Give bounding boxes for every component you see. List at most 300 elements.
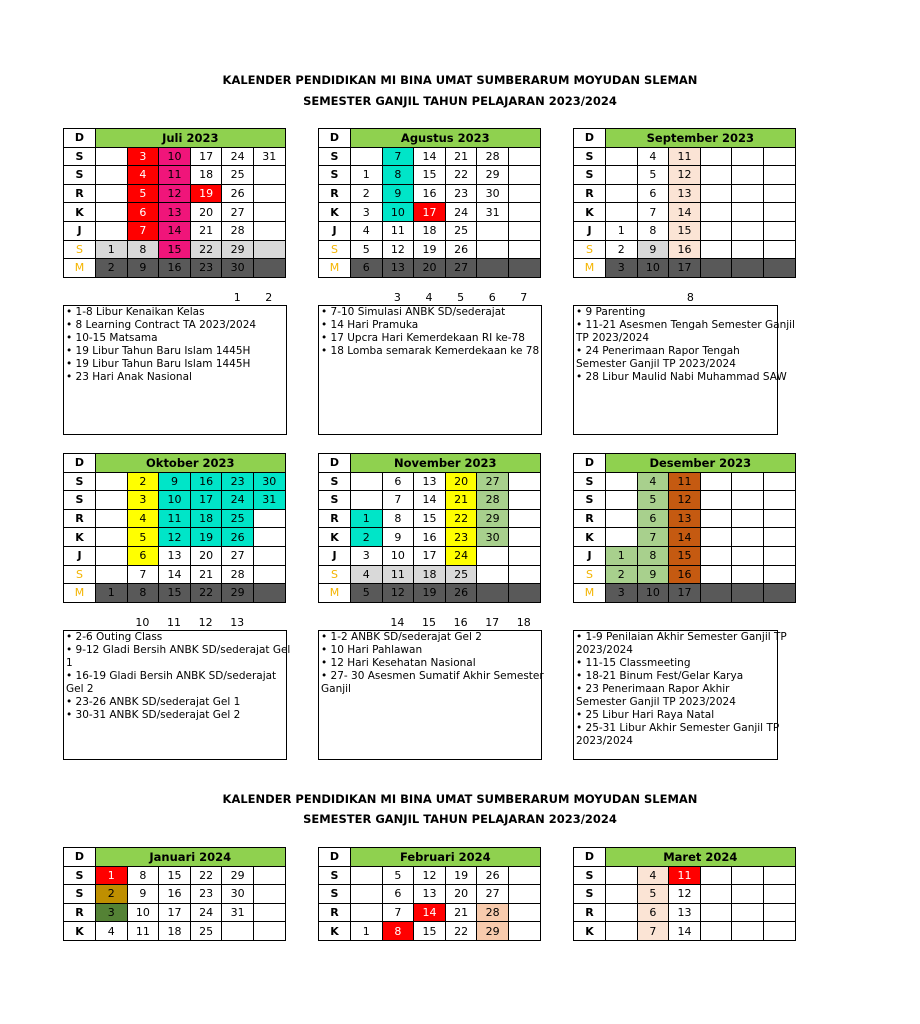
date-cell: 9	[159, 472, 191, 491]
note-item: • 1-2 ANBK SD/sederajat Gel 2	[321, 631, 482, 643]
date-cell: 7	[637, 922, 669, 941]
date-cell: 2	[606, 565, 638, 584]
date-cell	[700, 184, 732, 203]
date-cell: 13	[159, 546, 191, 565]
date-cell: 13	[159, 203, 191, 222]
date-cell	[508, 903, 540, 922]
day-label: R	[319, 184, 351, 203]
date-cell: 14	[159, 565, 191, 584]
date-cell	[253, 565, 285, 584]
date-cell: 6	[637, 903, 669, 922]
day-label: M	[64, 584, 96, 603]
date-cell	[763, 184, 795, 203]
date-cell	[606, 203, 638, 222]
date-cell: 13	[382, 259, 414, 278]
date-cell	[253, 203, 285, 222]
date-cell: 30	[477, 528, 509, 547]
day-label: S	[64, 166, 96, 185]
note-item: • 18-21 Binum Fest/Gelar Karya	[576, 670, 744, 682]
date-cell	[606, 509, 638, 528]
note-item: • 10-15 Matsama	[66, 332, 158, 344]
date-cell	[763, 259, 795, 278]
date-cell: 4	[351, 565, 383, 584]
date-cell: 12	[669, 166, 701, 185]
week-number: 16	[453, 616, 468, 629]
note-item: Semester Ganjil TP 2023/2024	[576, 358, 736, 370]
note-item: • 1-8 Libur Kenaikan Kelas	[66, 306, 205, 318]
date-cell: 24	[445, 203, 477, 222]
date-cell: 15	[414, 509, 446, 528]
day-label: S	[64, 491, 96, 510]
date-cell: 18	[414, 221, 446, 240]
date-cell: 9	[127, 885, 159, 904]
date-cell: 23	[222, 472, 254, 491]
date-cell: 8	[127, 240, 159, 259]
date-cell: 11	[159, 509, 191, 528]
date-cell	[253, 221, 285, 240]
day-label: K	[64, 922, 96, 941]
calendar-title-1: KALENDER PENDIDIKAN MI BINA UMAT SUMBERARUM MOYUDAN SLEMAN	[222, 73, 698, 87]
week-number: 15	[422, 616, 436, 629]
date-cell	[508, 221, 540, 240]
date-cell	[508, 922, 540, 941]
day-label: M	[574, 259, 606, 278]
day-label: M	[574, 584, 606, 603]
day-label: S	[319, 866, 351, 885]
date-cell: 21	[445, 903, 477, 922]
day-label: J	[319, 546, 351, 565]
day-label: S	[319, 240, 351, 259]
note-item: • 2-6 Outing Class	[66, 631, 163, 643]
date-cell: 25	[445, 221, 477, 240]
date-cell	[763, 922, 795, 941]
date-cell: 18	[159, 922, 191, 941]
day-label: S	[574, 472, 606, 491]
notes-box	[318, 305, 542, 435]
date-cell	[700, 584, 732, 603]
date-cell: 27	[477, 472, 509, 491]
date-cell: 7	[637, 528, 669, 547]
date-cell: 7	[382, 491, 414, 510]
month-5	[573, 453, 768, 603]
date-cell	[763, 866, 795, 885]
day-label: S	[574, 240, 606, 259]
date-cell	[732, 147, 764, 166]
date-cell	[606, 491, 638, 510]
date-cell: 27	[222, 546, 254, 565]
date-cell: 11	[669, 472, 701, 491]
date-cell: 18	[190, 166, 222, 185]
date-cell: 24	[445, 546, 477, 565]
date-cell	[96, 546, 128, 565]
day-label: K	[64, 528, 96, 547]
note-item: • 18 Lomba semarak Kemerdekaan ke 78	[321, 345, 540, 357]
date-cell: 29	[477, 509, 509, 528]
date-cell: 27	[222, 203, 254, 222]
date-cell: 5	[127, 184, 159, 203]
date-cell: 24	[190, 903, 222, 922]
date-cell: 22	[190, 866, 222, 885]
date-cell: 12	[669, 885, 701, 904]
date-cell: 20	[414, 259, 446, 278]
day-label: S	[319, 491, 351, 510]
date-cell: 6	[382, 885, 414, 904]
date-cell: 17	[414, 546, 446, 565]
day-label: S	[574, 866, 606, 885]
corner-label: D	[319, 129, 351, 148]
date-cell	[477, 240, 509, 259]
date-cell: 12	[669, 491, 701, 510]
date-cell: 15	[414, 166, 446, 185]
date-cell	[508, 885, 540, 904]
note-item: • 9 Parenting	[576, 306, 646, 318]
date-cell: 10	[159, 491, 191, 510]
date-cell	[763, 147, 795, 166]
date-cell: 28	[222, 565, 254, 584]
note-item: 1	[66, 657, 73, 669]
note-item: • 28 Libur Maulid Nabi Muhammad SAW	[576, 371, 787, 383]
date-cell: 29	[477, 922, 509, 941]
date-cell: 14	[669, 528, 701, 547]
date-cell	[763, 240, 795, 259]
date-cell: 9	[127, 259, 159, 278]
date-cell	[763, 221, 795, 240]
date-cell: 5	[351, 240, 383, 259]
date-cell	[477, 259, 509, 278]
date-cell: 9	[637, 565, 669, 584]
date-cell: 22	[445, 922, 477, 941]
date-cell: 27	[445, 259, 477, 278]
day-label: R	[574, 509, 606, 528]
date-cell	[96, 509, 128, 528]
date-cell: 6	[637, 184, 669, 203]
corner-label: D	[64, 454, 96, 473]
note-item: Ganjil	[321, 683, 351, 695]
month-name: Maret 2024	[606, 848, 796, 867]
date-cell: 14	[159, 221, 191, 240]
date-cell	[732, 866, 764, 885]
date-cell: 13	[414, 472, 446, 491]
date-cell	[96, 184, 128, 203]
date-cell	[96, 472, 128, 491]
day-label: S	[64, 885, 96, 904]
date-cell: 8	[382, 922, 414, 941]
week-number: 17	[485, 616, 500, 629]
note-item: TP 2023/2024	[576, 332, 650, 344]
date-cell	[606, 922, 638, 941]
date-cell	[700, 240, 732, 259]
date-cell: 3	[606, 259, 638, 278]
date-cell: 8	[637, 546, 669, 565]
date-cell	[253, 528, 285, 547]
date-cell	[732, 528, 764, 547]
note-item: • 11-21 Asesmen Tengah Semester Ganjil	[576, 319, 795, 331]
date-cell: 3	[351, 203, 383, 222]
week-number: 4	[425, 291, 433, 304]
date-cell: 11	[669, 147, 701, 166]
day-label: J	[319, 221, 351, 240]
day-label: M	[319, 259, 351, 278]
note-item: • 16-19 Gladi Bersih ANBK SD/sederajat	[66, 670, 277, 682]
date-cell	[700, 546, 732, 565]
date-cell: 23	[190, 259, 222, 278]
date-cell: 11	[382, 221, 414, 240]
date-cell: 12	[414, 866, 446, 885]
date-cell	[763, 491, 795, 510]
day-label: R	[64, 509, 96, 528]
date-cell: 26	[445, 240, 477, 259]
corner-label: D	[64, 848, 96, 867]
day-label: J	[574, 546, 606, 565]
date-cell: 4	[637, 147, 669, 166]
date-cell	[606, 903, 638, 922]
day-label: S	[319, 147, 351, 166]
note-item: • 10 Hari Pahlawan	[321, 644, 423, 656]
day-label: R	[319, 903, 351, 922]
date-cell: 9	[637, 240, 669, 259]
date-cell: 14	[414, 491, 446, 510]
date-cell: 21	[190, 565, 222, 584]
date-cell	[351, 491, 383, 510]
date-cell: 1	[96, 866, 128, 885]
week-number: 14	[390, 616, 405, 629]
date-cell: 16	[159, 885, 191, 904]
date-cell: 26	[477, 866, 509, 885]
month-7	[318, 847, 540, 941]
date-cell	[253, 903, 285, 922]
date-cell: 3	[127, 147, 159, 166]
note-item: • 30-31 ANBK SD/sederajat Gel 2	[66, 709, 241, 721]
date-cell	[253, 885, 285, 904]
date-cell: 11	[127, 922, 159, 941]
date-cell	[508, 472, 540, 491]
date-cell	[253, 184, 285, 203]
date-cell: 15	[159, 240, 191, 259]
week-number: 1	[233, 291, 241, 304]
date-cell	[351, 866, 383, 885]
date-cell	[732, 546, 764, 565]
date-cell	[700, 903, 732, 922]
date-cell: 8	[127, 584, 159, 603]
day-label: K	[574, 203, 606, 222]
date-cell: 12	[159, 184, 191, 203]
date-cell	[732, 259, 764, 278]
date-cell: 2	[606, 240, 638, 259]
corner-label: D	[574, 129, 606, 148]
date-cell: 13	[669, 184, 701, 203]
date-cell: 3	[127, 491, 159, 510]
date-cell	[253, 509, 285, 528]
date-cell: 15	[414, 922, 446, 941]
date-cell: 15	[669, 221, 701, 240]
date-cell	[508, 259, 540, 278]
date-cell: 24	[222, 147, 254, 166]
note-item: • 1-9 Penilaian Akhir Semester Ganjil TP	[576, 631, 787, 643]
date-cell	[96, 221, 128, 240]
date-cell: 21	[445, 147, 477, 166]
date-cell: 29	[222, 866, 254, 885]
week-number: 8	[686, 291, 694, 304]
date-cell: 1	[606, 546, 638, 565]
date-cell: 23	[445, 184, 477, 203]
date-cell	[508, 166, 540, 185]
date-cell: 28	[477, 903, 509, 922]
date-cell: 31	[477, 203, 509, 222]
date-cell: 17	[414, 203, 446, 222]
day-label: K	[64, 203, 96, 222]
date-cell: 11	[159, 166, 191, 185]
date-cell: 22	[190, 584, 222, 603]
week-number: 10	[135, 616, 150, 629]
month-1	[318, 128, 540, 278]
date-cell: 29	[477, 166, 509, 185]
date-cell: 12	[382, 584, 414, 603]
day-label: S	[574, 166, 606, 185]
week-number: 2	[265, 291, 273, 304]
date-cell: 13	[414, 885, 446, 904]
date-cell: 16	[190, 472, 222, 491]
date-cell: 30	[477, 184, 509, 203]
date-cell: 28	[477, 147, 509, 166]
date-cell	[606, 472, 638, 491]
date-cell: 10	[382, 546, 414, 565]
month-name: September 2023	[606, 129, 796, 148]
date-cell: 1	[606, 221, 638, 240]
date-cell: 22	[445, 509, 477, 528]
note-item: Gel 2	[66, 683, 94, 695]
date-cell: 6	[351, 259, 383, 278]
date-cell: 14	[669, 203, 701, 222]
note-item: • 9-12 Gladi Bersih ANBK SD/sederajat Gel	[66, 644, 291, 656]
date-cell: 18	[190, 509, 222, 528]
date-cell: 22	[445, 166, 477, 185]
date-cell	[763, 903, 795, 922]
date-cell: 8	[127, 866, 159, 885]
date-cell: 9	[382, 184, 414, 203]
date-cell	[763, 166, 795, 185]
date-cell	[700, 528, 732, 547]
note-item: Semester Ganjil TP 2023/2024	[576, 696, 736, 708]
date-cell: 16	[669, 240, 701, 259]
month-0	[63, 128, 285, 278]
week-number: 5	[457, 291, 465, 304]
corner-label: D	[574, 454, 606, 473]
date-cell: 14	[669, 922, 701, 941]
date-cell: 3	[606, 584, 638, 603]
week-number: 18	[516, 616, 531, 629]
date-cell	[732, 885, 764, 904]
date-cell	[477, 546, 509, 565]
date-cell	[606, 885, 638, 904]
date-cell	[700, 491, 732, 510]
day-label: R	[574, 903, 606, 922]
date-cell: 5	[637, 166, 669, 185]
date-cell	[508, 565, 540, 584]
date-cell	[606, 166, 638, 185]
date-cell: 31	[253, 491, 285, 510]
date-cell: 6	[637, 509, 669, 528]
date-cell: 4	[637, 866, 669, 885]
date-cell: 13	[669, 509, 701, 528]
note-item: • 19 Libur Tahun Baru Islam 1445H	[66, 358, 251, 370]
date-cell: 5	[637, 885, 669, 904]
day-label: K	[319, 528, 351, 547]
day-label: S	[319, 565, 351, 584]
date-cell: 1	[351, 166, 383, 185]
day-label: S	[64, 240, 96, 259]
date-cell: 30	[253, 472, 285, 491]
note-item: • 25-31 Libur Akhir Semester Ganjil TP	[576, 722, 780, 734]
date-cell	[253, 240, 285, 259]
note-item: • 17 Upcra Hari Kemerdekaan RI ke-78	[321, 332, 525, 344]
date-cell: 14	[414, 903, 446, 922]
date-cell: 10	[159, 147, 191, 166]
day-label: R	[574, 184, 606, 203]
calendar-title-2: KALENDER PENDIDIKAN MI BINA UMAT SUMBERARUM MOYUDAN SLEMAN	[222, 792, 698, 806]
day-label: M	[64, 259, 96, 278]
month-8	[573, 847, 768, 941]
date-cell	[732, 491, 764, 510]
date-cell: 14	[414, 147, 446, 166]
date-cell	[700, 259, 732, 278]
date-cell: 20	[190, 203, 222, 222]
day-label: R	[319, 509, 351, 528]
date-cell: 23	[445, 528, 477, 547]
notes-box	[63, 305, 287, 435]
date-cell: 6	[127, 546, 159, 565]
date-cell: 4	[351, 221, 383, 240]
corner-label: D	[319, 848, 351, 867]
date-cell	[732, 184, 764, 203]
date-cell: 25	[222, 166, 254, 185]
date-cell	[508, 546, 540, 565]
date-cell: 17	[190, 147, 222, 166]
date-cell: 7	[382, 147, 414, 166]
date-cell: 15	[669, 546, 701, 565]
day-label: S	[574, 885, 606, 904]
note-item: • 19 Libur Tahun Baru Islam 1445H	[66, 345, 251, 357]
date-cell	[763, 509, 795, 528]
date-cell	[606, 184, 638, 203]
month-6	[63, 847, 285, 941]
date-cell	[508, 184, 540, 203]
corner-label: D	[64, 129, 96, 148]
date-cell	[477, 584, 509, 603]
date-cell: 25	[445, 565, 477, 584]
day-label: S	[319, 472, 351, 491]
date-cell	[96, 166, 128, 185]
date-cell: 10	[382, 203, 414, 222]
date-cell: 30	[222, 885, 254, 904]
date-cell: 17	[669, 259, 701, 278]
day-label: S	[574, 147, 606, 166]
date-cell	[763, 472, 795, 491]
month-name: Agustus 2023	[351, 129, 541, 148]
note-item: • 24 Penerimaan Rapor Tengah	[576, 345, 740, 357]
date-cell: 2	[351, 528, 383, 547]
date-cell	[477, 221, 509, 240]
date-cell	[606, 147, 638, 166]
month-2	[573, 128, 768, 278]
date-cell	[606, 528, 638, 547]
note-item: 2023/2024	[576, 735, 633, 747]
date-cell: 16	[414, 184, 446, 203]
date-cell: 19	[414, 584, 446, 603]
date-cell: 4	[96, 922, 128, 941]
date-cell: 2	[96, 259, 128, 278]
day-label: S	[319, 885, 351, 904]
date-cell: 28	[477, 491, 509, 510]
